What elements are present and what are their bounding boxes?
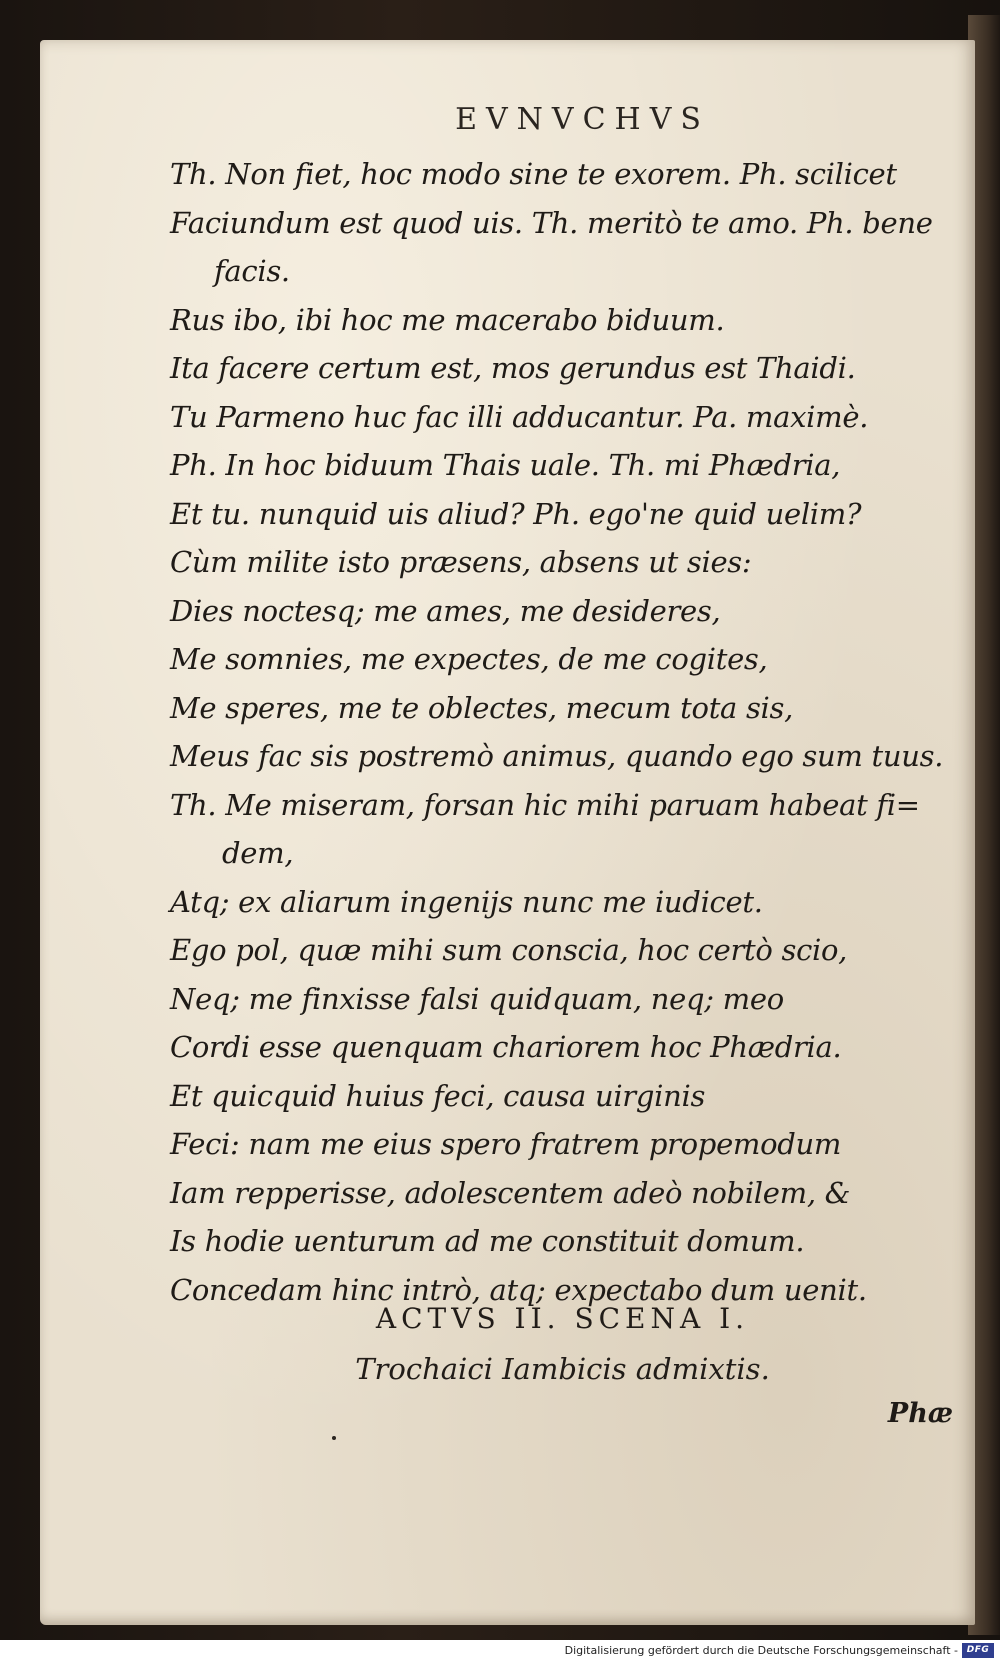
verse-line: Ph. In hoc biduum Thais uale. Th. mi Phædria, xyxy=(170,448,841,482)
verse-line: Faciundum est quod uis. Th. meritò te amo. Ph. bene xyxy=(170,205,933,240)
funding-credit: Digitalisierung gefördert durch die Deutsche Forschungsgemeinschaft - xyxy=(564,1644,958,1657)
verse-line: Ego pol, quæ mihi sum conscia, hoc certò scio, xyxy=(170,933,848,967)
verse-line-continuation: dem, xyxy=(222,836,294,870)
verse-line: Cordi esse quenquam chariorem hoc Phædria. xyxy=(170,1030,842,1064)
verse-line: Ita facere certum est, mos gerundus est Thaidi. xyxy=(170,351,856,385)
verse-line: Th. Me miseram, forsan hic mihi paruam habeat fi= xyxy=(170,787,920,822)
verse-line: Et quicquid huius feci, causa uirginis xyxy=(170,1078,706,1113)
footer-bar xyxy=(0,1640,1000,1663)
verse-line: Th. Non fiet, hoc modo sine te exorem. Ph. scilicet xyxy=(170,157,897,191)
verse-line: Iam repperisse, adolescentem adeò nobilem, & xyxy=(170,1175,851,1210)
verse-line: Me speres, me te oblectes, mecum tota sis, xyxy=(170,690,794,725)
verse-line: Atq; ex aliarum ingenijs nunc me iudicet. xyxy=(170,884,763,919)
verse-line: Cùm milite isto præsens, absens ut sies: xyxy=(170,545,752,579)
verse-block xyxy=(170,150,944,1314)
verse-line: Concedam hinc intrò, atq; expectabo dum uenit. xyxy=(170,1272,867,1307)
catchword: Phæ xyxy=(887,1398,953,1429)
verse-line: Rus ibo, ibi hoc me macerabo biduum. xyxy=(170,302,725,337)
verse-line: Tu Parmeno huc fac illi adducantur. Pa. maximè. xyxy=(170,399,869,434)
dfg-logo-icon: DFG xyxy=(962,1643,994,1658)
book-page xyxy=(40,40,975,1625)
verse-line: Feci: nam me eius spero fratrem propemodum xyxy=(170,1127,842,1161)
verse-line: Et tu. nunquid uis aliud? Ph. ego'ne quid uelim? xyxy=(170,496,862,531)
verse-line: Neq; me finxisse falsi quidquam, neq; meo xyxy=(170,981,784,1016)
verse-line: Me somnies, me expectes, de me cogites, xyxy=(170,642,768,676)
verse-line-continuation: facis. xyxy=(214,254,290,288)
verse-line: Dies noctesq; me ames, me desideres, xyxy=(170,593,721,628)
running-head: EVNVCHVS xyxy=(455,102,710,137)
meter-note: Trochaici Iambicis admixtis. xyxy=(355,1352,770,1386)
verse-line: Is hodie uenturum ad me constituit domum. xyxy=(170,1224,805,1258)
ink-speck xyxy=(332,1436,336,1440)
act-scene-heading: ACTVS II. SCENA I. xyxy=(375,1302,750,1335)
verse-line: Meus fac sis postremò animus, quando ego sum tuus. xyxy=(170,739,944,773)
